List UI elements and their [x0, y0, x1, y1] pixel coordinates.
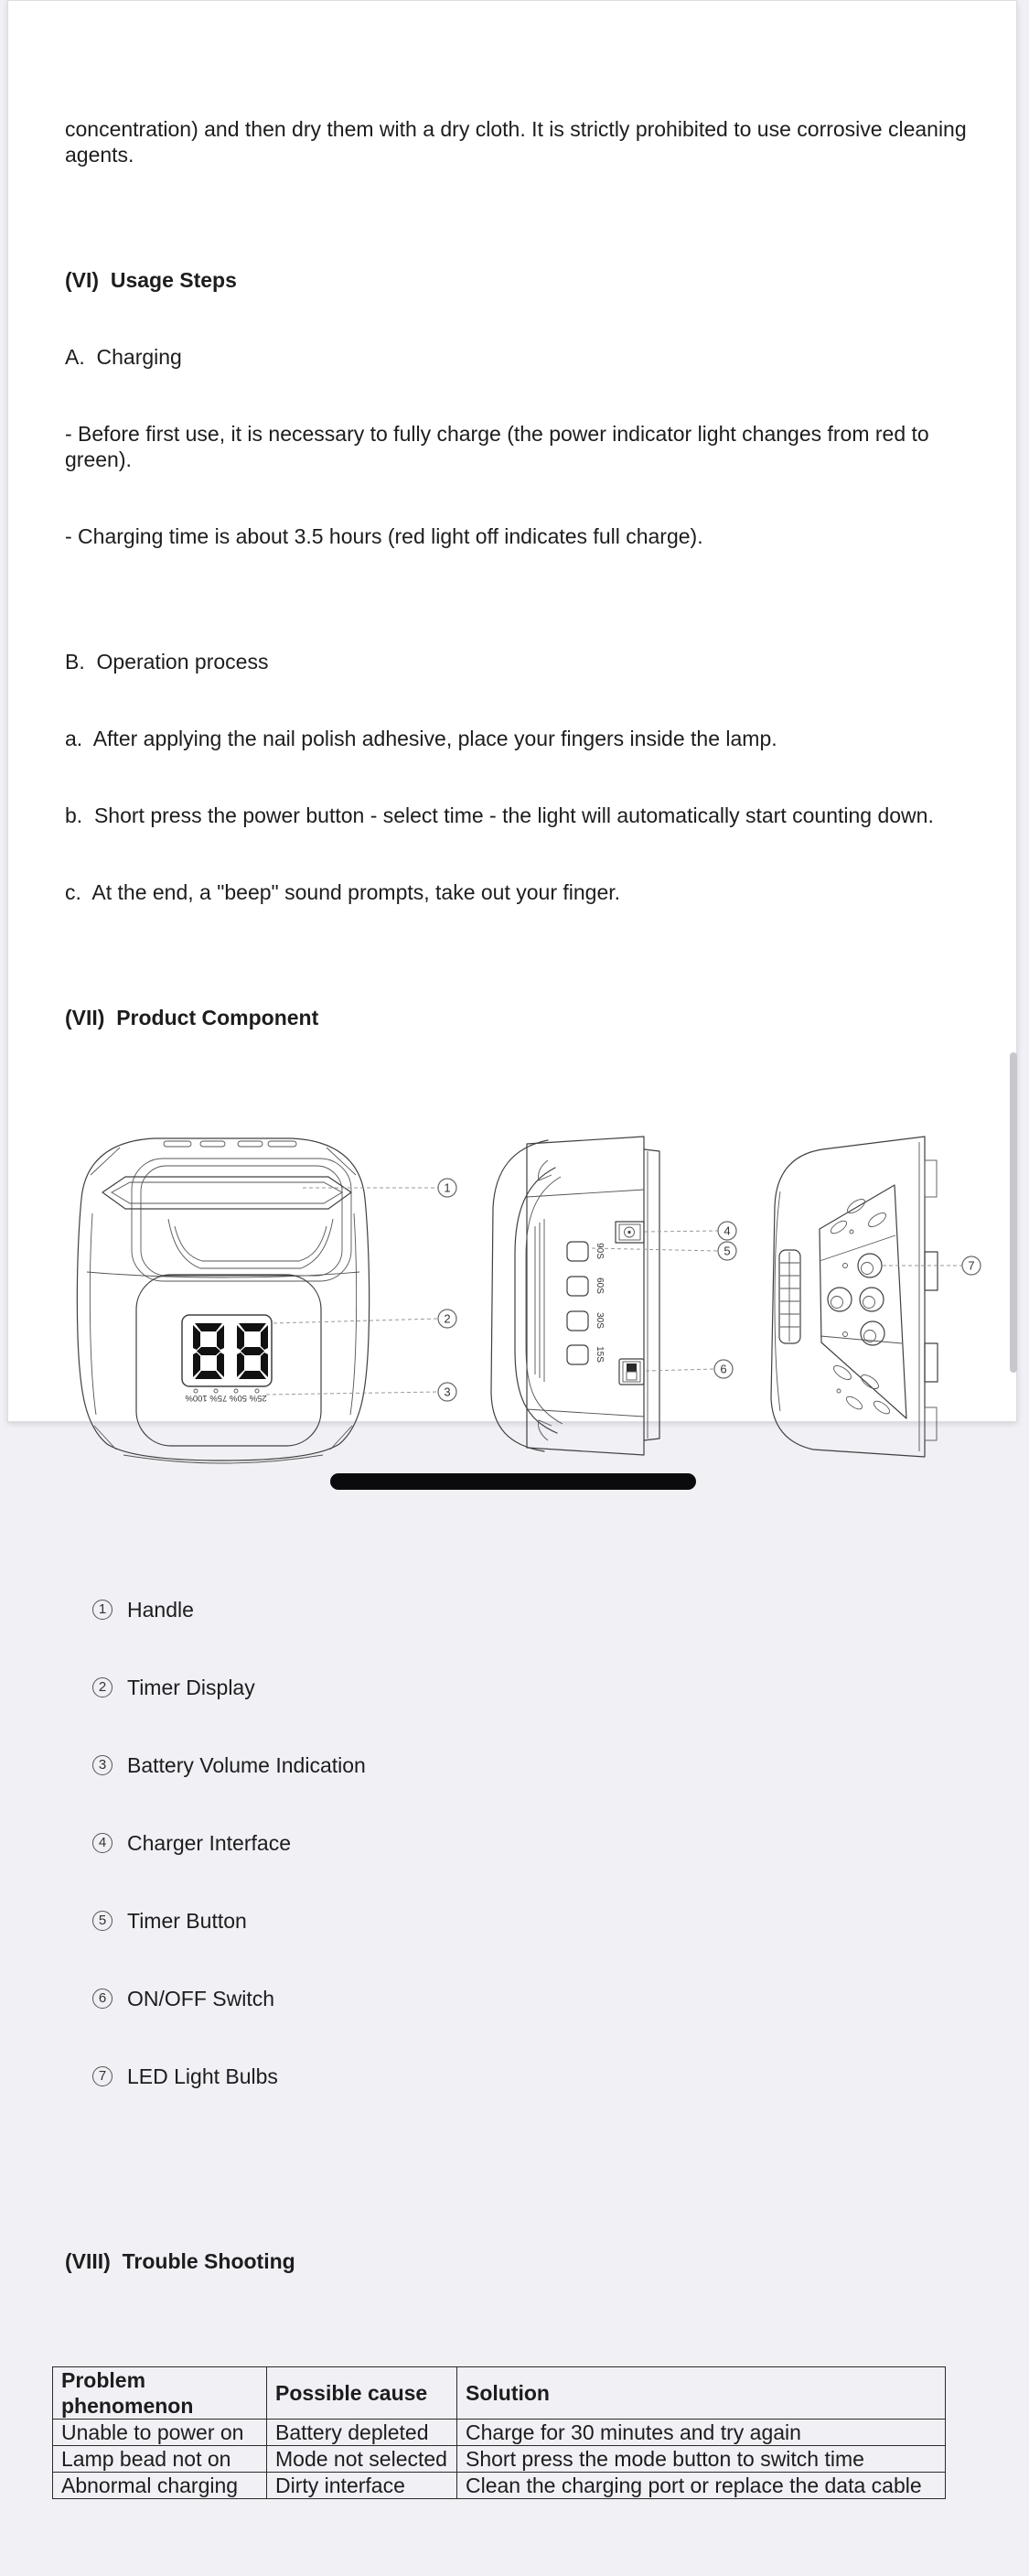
timer-button-15s	[567, 1345, 605, 1364]
table-cell: Dirty interface	[267, 2473, 457, 2499]
svg-text:3: 3	[444, 1385, 451, 1399]
svg-text:30S: 30S	[595, 1312, 605, 1329]
table-row	[53, 2473, 946, 2499]
list-item	[92, 1829, 970, 1856]
component-label: Timer Display	[127, 1675, 255, 1699]
circled-number-icon: 4	[92, 1833, 113, 1853]
charging-subheading: A. Charging	[65, 345, 182, 369]
timer-button-30s	[567, 1311, 605, 1331]
list-item	[92, 2063, 970, 2089]
column-header: Possible cause	[267, 2367, 457, 2420]
callout-1	[438, 1179, 456, 1197]
svg-text:60S: 60S	[595, 1277, 605, 1294]
table-cell: Battery depleted	[267, 2420, 457, 2446]
table-cell: Mode not selected	[267, 2446, 457, 2473]
table-cell: Unable to power on	[53, 2420, 267, 2446]
mount-tabs	[925, 1160, 938, 1440]
circled-number-icon: 1	[92, 1600, 113, 1620]
document-page	[7, 0, 1017, 2497]
product-component-heading: (VII) Product Component	[65, 1006, 319, 1029]
table-cell: Abnormal charging	[53, 2473, 267, 2499]
svg-text:7: 7	[968, 1258, 975, 1273]
operation-line-c: c. At the end, a "beep" sound prompts, take out your finger.	[65, 880, 621, 904]
usage-steps-heading: (VI) Usage Steps	[65, 268, 237, 292]
svg-text:4: 4	[724, 1223, 731, 1238]
table-cell: Charge for 30 minutes and try again	[457, 2420, 946, 2446]
charging-line-1: - Before first use, it is necessary to fully charge (the power indicator light changes from red to green).	[65, 422, 936, 471]
timer-button-60s	[567, 1277, 605, 1296]
svg-text:6: 6	[720, 1362, 727, 1376]
circled-number-icon: 5	[92, 1911, 113, 1931]
circled-number-icon: 2	[92, 1677, 113, 1698]
back-view-diagram	[767, 1133, 991, 1466]
component-label: Charger Interface	[127, 1830, 291, 1855]
circled-number-icon: 3	[92, 1755, 113, 1775]
list-item	[92, 1985, 970, 2011]
svg-text:25% 50% 75% 100%: 25% 50% 75% 100%	[185, 1393, 267, 1403]
home-indicator[interactable]	[330, 1473, 696, 1490]
column-header: Solution	[457, 2367, 946, 2420]
trouble-shooting-heading: (VIII) Trouble Shooting	[65, 2249, 295, 2273]
operation-line-a: a. After applying the nail polish adhesive, place your fingers inside the lamp.	[65, 727, 777, 750]
list-item	[92, 1596, 970, 1622]
product-diagrams	[8, 1107, 1016, 1466]
callout-7	[962, 1256, 981, 1275]
side-view-diagram	[484, 1135, 749, 1466]
component-label: Timer Button	[127, 1908, 247, 1933]
list-item	[92, 1907, 970, 1934]
handle	[102, 1177, 351, 1209]
list-item	[92, 1674, 970, 1700]
component-label: LED Light Bulbs	[127, 2064, 278, 2088]
svg-text:2: 2	[444, 1311, 451, 1326]
component-label: Handle	[127, 1597, 194, 1622]
seven-segment-display	[182, 1315, 272, 1386]
table-row	[53, 2420, 946, 2446]
callout-6	[714, 1360, 733, 1378]
table-header-row	[53, 2367, 946, 2420]
svg-text:5: 5	[724, 1244, 731, 1258]
table-row	[53, 2446, 946, 2473]
trouble-shooting-table	[52, 2366, 946, 2499]
front-panel	[136, 1275, 321, 1446]
side-grill	[779, 1250, 800, 1343]
callout-4	[718, 1222, 736, 1240]
top-vent-slots	[164, 1141, 296, 1147]
battery-indicator-labels	[185, 1389, 267, 1403]
front-view-diagram	[63, 1135, 458, 1466]
component-label: Battery Volume Indication	[127, 1752, 366, 1777]
component-label: ON/OFF Switch	[127, 1986, 275, 2010]
scrollbar-thumb[interactable]	[1010, 1052, 1017, 1373]
list-item	[92, 1751, 970, 1778]
operation-line-b: b. Short press the power button - select time - the light will automatically start counting down.	[65, 803, 934, 827]
callout-5	[718, 1242, 736, 1260]
svg-text:90S: 90S	[595, 1243, 605, 1259]
upper-vents	[829, 1197, 888, 1236]
circled-number-icon: 6	[92, 1989, 113, 2009]
svg-text:15S: 15S	[595, 1346, 605, 1363]
column-header: Problem phenomenon	[53, 2367, 267, 2420]
circled-number-icon: 7	[92, 2066, 113, 2086]
lower-vents	[831, 1363, 892, 1417]
table-cell: Short press the mode button to switch time	[457, 2446, 946, 2473]
operation-subheading: B. Operation process	[65, 650, 269, 674]
intro-text: concentration) and then dry them with a dry cloth. It is strictly prohibited to use corrosive cleaning agents.	[65, 117, 973, 167]
on-off-switch	[619, 1359, 644, 1385]
table-cell: Lamp bead not on	[53, 2446, 267, 2473]
table-cell: Clean the charging port or replace the data cable	[457, 2473, 946, 2499]
component-list	[65, 1545, 970, 2140]
callout-3	[438, 1383, 456, 1401]
callout-2	[438, 1310, 456, 1328]
rear-plate	[644, 1149, 659, 1440]
led-bulbs	[828, 1254, 884, 1345]
charger-port	[616, 1222, 644, 1243]
charging-line-2: - Charging time is about 3.5 hours (red light off indicates full charge).	[65, 524, 703, 548]
timer-button-90s	[567, 1242, 605, 1261]
svg-text:1: 1	[444, 1180, 451, 1195]
lamp-body-outline	[77, 1138, 369, 1460]
